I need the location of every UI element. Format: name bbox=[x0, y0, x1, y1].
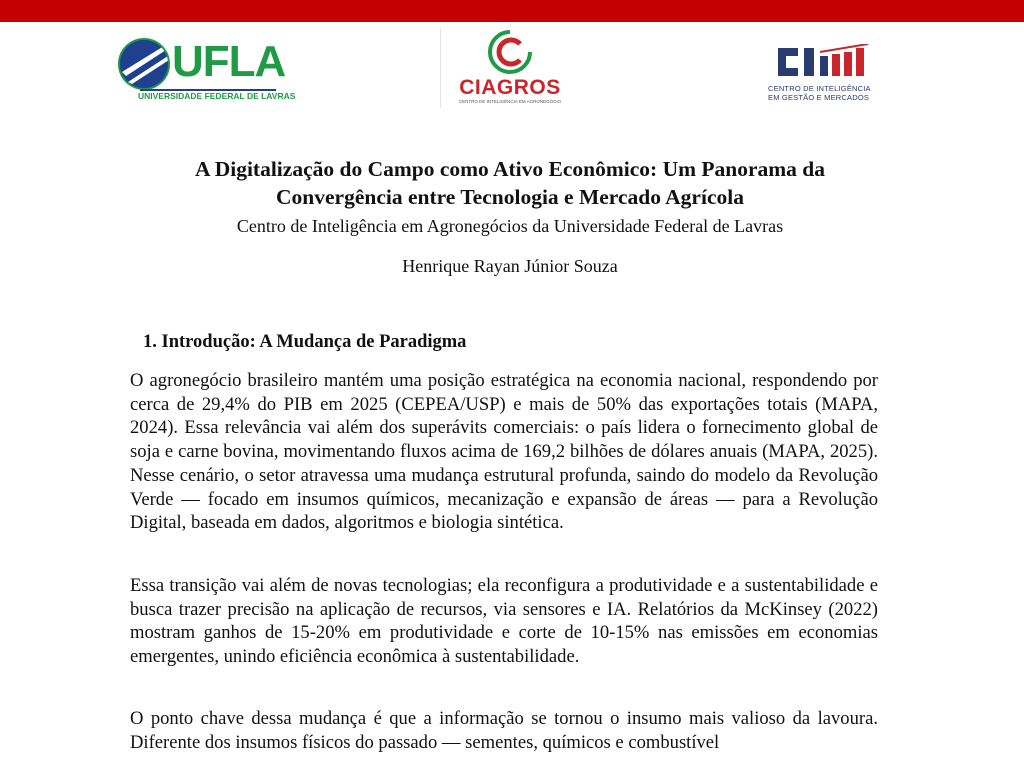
header-divider bbox=[440, 28, 441, 108]
top-red-bar bbox=[0, 0, 1024, 22]
cigm-emblem-icon bbox=[776, 44, 872, 80]
ufla-wordmark: UFLA bbox=[172, 37, 286, 86]
ciagros-emblem-icon bbox=[487, 30, 533, 74]
cigm-logo bbox=[768, 44, 878, 104]
cigm-line-1: CENTRO DE INTELIGÊNCIA bbox=[768, 84, 871, 93]
ufla-emblem-icon bbox=[118, 38, 174, 90]
section-heading: 1. Introdução: A Mudança de Paradigma bbox=[143, 332, 467, 352]
document-subtitle: Centro de Inteligência em Agronegócios da Universidade Federal de Lavras bbox=[236, 216, 784, 236]
ciagros-tagline: CENTRO DE INTELIGÊNCIA EM AGRONEGÓCIO bbox=[458, 99, 562, 104]
paragraph-2: Essa transição vai além de novas tecnologias; ela reconfigura a produtividade e a sustentabilidade e busca trazer precisão na aplicação de recursos, via sensores e IA. Relatórios da McKinsey (2022) mostram ganhos de 15-20% em produtividade e corte de 10-15% nas emissões em economias emergentes, unindo eficiência econômica à sustentabilidade. bbox=[130, 575, 878, 668]
paragraph-1: O agronegócio brasileiro mantém uma posição estratégica na economia nacional, respondendo por cerca de 29,4% do PIB em 2025 (CEPEA/USP) e mais de 50% das exportações totais (MAPA, 2024). Essa relevância vai além dos superávits comerciais: o país lidera o fornecimento global de soja e carne bovina, movimentando fluxos acima de 169,2 bilhões de dólares anuais (MAPA, 2025). Nesse cenário, o setor atravessa uma mudança estrutural profunda, saindo do modelo da Revolução Verde — focado em insumos químicos, mecanização e expansão de áreas — para a Revolução Digital, baseada em dados, algoritmos e biologia sintética. bbox=[130, 370, 878, 534]
paragraph-3: O ponto chave dessa mudança é que a informação se tornou o insumo mais valioso da lavoura. Diferente dos insumos físicos do passado — sementes, químicos e combustível bbox=[130, 708, 878, 753]
ufla-caption: UNIVERSIDADE FEDERAL DE LAVRAS bbox=[138, 91, 296, 101]
ciagros-logo bbox=[458, 30, 568, 108]
cigm-line-2: EM GESTÃO E MERCADOS bbox=[768, 93, 870, 102]
ciagros-name: CIAGROS bbox=[459, 76, 561, 99]
document-author: Henrique Rayan Júnior Souza bbox=[402, 256, 618, 276]
document-title: A Digitalização do Campo como Ativo Econômico: Um Panorama da Convergência entre Tecnologia e Mercado Agrícola bbox=[194, 157, 826, 209]
ufla-logo bbox=[118, 37, 296, 104]
